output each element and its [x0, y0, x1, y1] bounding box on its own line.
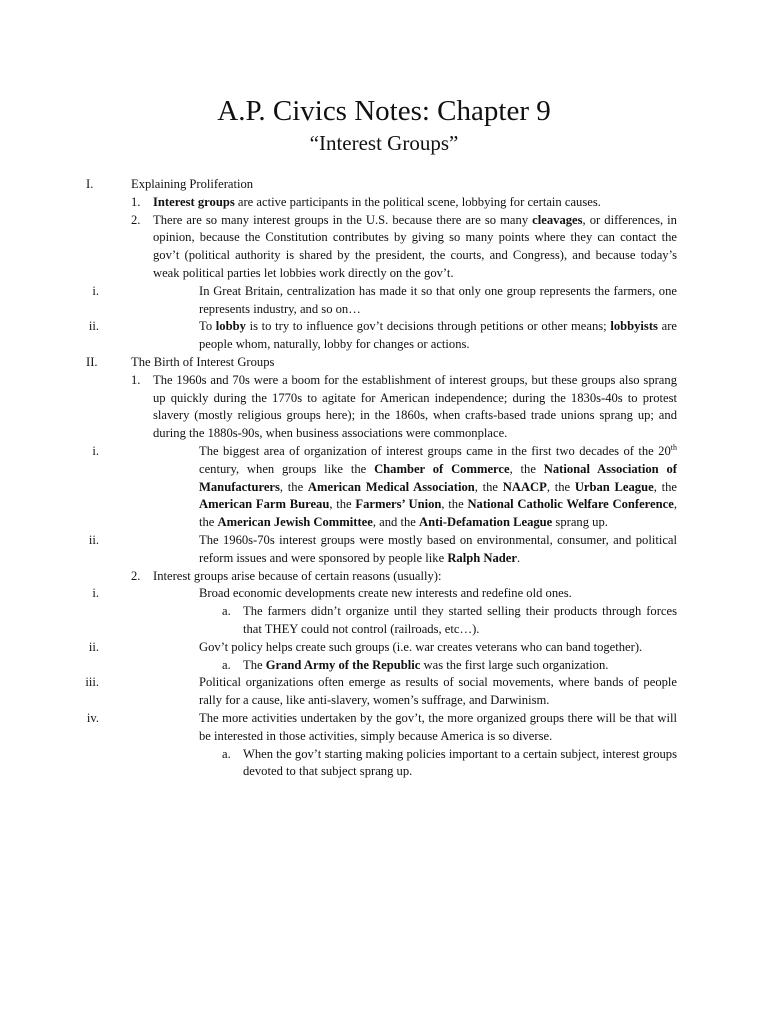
outline-body [0, 176, 768, 781]
outline-marker: i. [92, 283, 99, 298]
outline-text [243, 603, 677, 639]
outline-marker: iv. [86, 710, 99, 725]
outline-marker: a. [222, 746, 231, 761]
outline-section [0, 354, 677, 372]
outline-marker: ii. [88, 319, 99, 334]
outline-subsubpoint [0, 746, 677, 782]
page-subtitle: “Interest Groups” [309, 131, 459, 155]
page-title: A.P. Civics Notes: Chapter 9 [217, 95, 551, 127]
outline-subpoint [0, 283, 677, 319]
bold-term: NAACP [502, 479, 547, 494]
outline-marker: 1. [131, 372, 141, 387]
outline-subpoint [0, 318, 677, 354]
outline-point [0, 212, 677, 283]
outline-text [199, 585, 677, 603]
bold-term: National Association of Manufacturers [199, 461, 677, 494]
bold-term: lobby [215, 319, 246, 334]
text-run: are active participants in the political scene, lobbying for certain causes. [234, 194, 601, 209]
outline-text [199, 443, 677, 532]
outline-marker: a. [222, 657, 231, 672]
text-run: , and the [372, 515, 419, 530]
outline-subpoint [0, 674, 677, 710]
text-run: , the [653, 479, 677, 494]
outline-marker: I. [86, 177, 94, 191]
outline-marker: i. [92, 586, 99, 601]
outline-marker: i. [92, 443, 99, 458]
bold-term: Farmers’ Union [355, 497, 442, 512]
bold-term: American Medical Association [307, 479, 475, 494]
outline-section [0, 176, 677, 194]
text-run: . [516, 550, 521, 565]
outline-subpoint [0, 710, 677, 746]
outline-text [243, 657, 677, 675]
outline-marker: 2. [131, 568, 141, 583]
text-run: The 1960s-70s interest groups were mostly based on environmental, consumer, and political reform issues and were sponsored by people like [199, 532, 677, 565]
text-run: century, when groups like the [199, 461, 375, 476]
outline-point [0, 194, 677, 212]
text-run: , the [441, 497, 468, 512]
text-run: Broad economic developments create new interests and redefine old ones. [199, 586, 572, 601]
text-run: The [243, 657, 266, 672]
outline-marker: ii. [88, 639, 99, 654]
text-run: To [199, 319, 216, 334]
text-run: , the [199, 497, 677, 530]
text-run: The biggest area of organization of interest groups came in the first two decades of the 20 [199, 443, 671, 458]
outline-text [153, 568, 677, 586]
text-run: was the first large such organization. [420, 657, 609, 672]
bold-term: American Farm Bureau [199, 497, 330, 512]
text-run: When the gov’t starting making policies important to a certain subject, interest groups devoted to that subject sprang up. [243, 746, 677, 779]
outline-text [199, 639, 677, 657]
outline-text [153, 212, 677, 283]
outline-subpoint [0, 443, 677, 532]
text-run: Explaining Proliferation [131, 177, 254, 191]
text-run: , the [474, 479, 503, 494]
bold-term: Chamber of Commerce [374, 461, 510, 476]
text-run: , the [546, 479, 575, 494]
text-run: , the [329, 497, 356, 512]
text-run: The more activities undertaken by the gov’t, the more organized groups there will be that will be interested in those activities, simply because America is so diverse. [199, 710, 677, 743]
text-run: Interest groups arise because of certain reasons (usually): [153, 568, 442, 583]
text-run: , or differences, in opinion, because the Constitution contributes by giving so many points where they can contact the gov’t (political authority is shared by the president, the courts, and Congress), and because today’s weak political parties let lobbies work directly on the gov’t. [153, 212, 677, 280]
outline-subpoint [0, 639, 677, 657]
outline-marker: 2. [131, 212, 141, 227]
bold-term: Urban League [574, 479, 654, 494]
outline-text [153, 372, 677, 443]
outline-text [153, 194, 677, 212]
outline-subsubpoint [0, 603, 677, 639]
text-run: The Birth of Interest Groups [131, 354, 275, 369]
text-run: , the [279, 479, 308, 494]
outline-text [199, 674, 677, 710]
outline-subpoint [0, 585, 677, 603]
bold-term: Interest groups [153, 194, 235, 209]
text-run: The farmers didn’t organize until they started selling their products through forces that THEY could not control (railroads, etc…). [243, 604, 677, 636]
text-run: , the [509, 461, 544, 476]
outline-text [199, 318, 677, 354]
bold-term: Grand Army of the Republic [265, 657, 421, 672]
bold-term: Ralph Nader [447, 550, 517, 565]
bold-term: cleavages [532, 212, 583, 227]
text-run: There are so many interest groups in the U.S. because there are so many [153, 212, 533, 227]
outline-point [0, 372, 677, 443]
text-run: sprang up. [552, 515, 608, 530]
bold-term: American Jewish Committee [217, 515, 373, 530]
outline-subpoint [0, 532, 677, 568]
text-run: Gov’t policy helps create such groups (i.e. war creates veterans who can band together). [199, 639, 643, 654]
outline-marker: 1. [131, 194, 141, 209]
bold-term: National Catholic Welfare Conference [467, 497, 674, 512]
outline-text [199, 532, 677, 568]
outline-marker: a. [222, 604, 231, 619]
outline-text [131, 354, 677, 372]
text-run: Political organizations often emerge as results of social movements, where bands of people rally for a cause, like anti-slavery, women’s suffrage, and Darwinism. [199, 675, 677, 708]
bold-term: Anti-Defamation League [419, 515, 553, 530]
outline-marker: II. [86, 354, 98, 369]
text-run: are people whom, naturally, lobby for changes or actions. [199, 319, 677, 352]
outline-text [243, 746, 677, 782]
outline-text [131, 176, 677, 194]
text-run: In Great Britain, centralization has made it so that only one group represents the farmers, one represents industry, and so on… [199, 283, 677, 316]
outline-text [199, 283, 677, 319]
text-run: The 1960s and 70s were a boom for the establishment of interest groups, but these groups also sprang up quickly during the 1770s to agitate for American independence; during the 1830s-40s to protest slavery (mostly religious groups here); in the 1860s, when crafts-based trade unions sprang up; and during the 1880s-90s, when business associations were commonplace. [153, 372, 677, 441]
outline-text [199, 710, 677, 746]
bold-term: lobbyists [610, 319, 658, 334]
outline-point [0, 568, 677, 586]
outline-subsubpoint [0, 657, 677, 675]
outline-marker: iii. [85, 675, 99, 690]
superscript: th [670, 442, 677, 452]
outline-marker: ii. [88, 532, 99, 547]
text-run: is to try to influence gov’t decisions through petitions or other means; [245, 319, 611, 334]
